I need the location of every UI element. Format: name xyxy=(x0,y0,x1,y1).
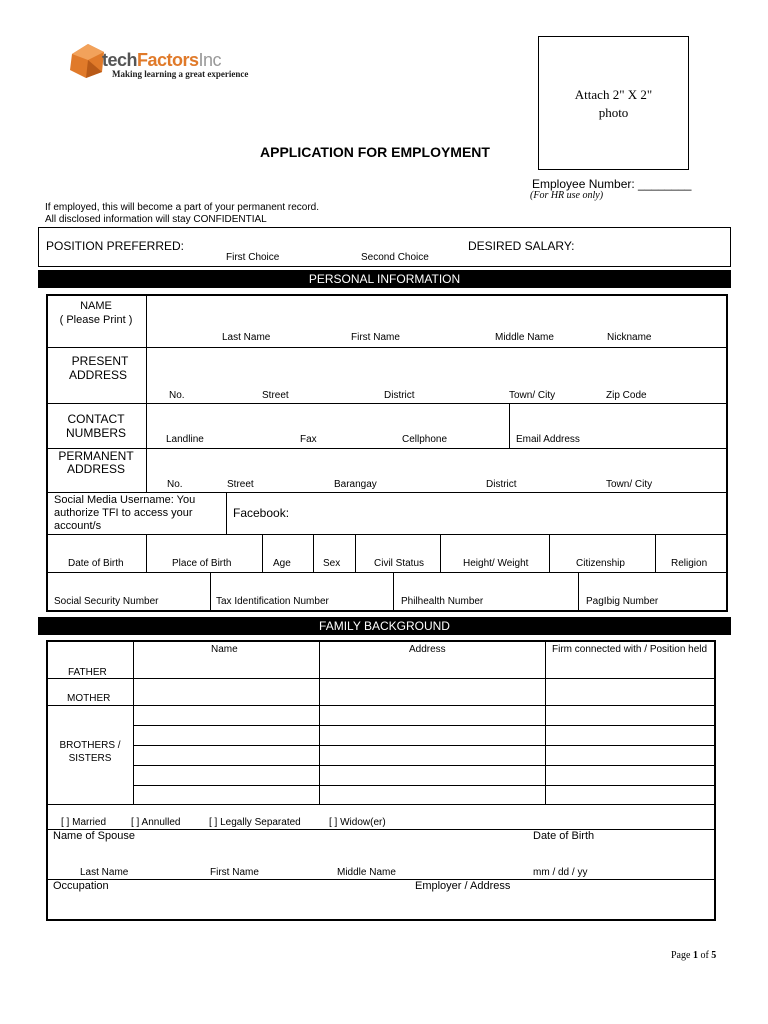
first-name-label: First Name xyxy=(351,332,400,343)
last-name-label: Last Name xyxy=(222,332,271,343)
intro-line2: All disclosed information will stay CONFIDENTIAL xyxy=(45,214,267,225)
status-widow: [ ] Widow(er) xyxy=(329,817,386,828)
permanent-barangay-label: Barangay xyxy=(334,479,377,490)
family-name-col: Name xyxy=(211,644,238,655)
present-town-label: Town/ City xyxy=(509,390,556,401)
employee-number-label: Employee Number: ________ xyxy=(532,177,692,191)
fax-label: Fax xyxy=(300,434,317,445)
mother-label: MOTHER xyxy=(67,693,111,704)
present-zip-label: Zip Code xyxy=(606,390,647,401)
first-choice-label: First Choice xyxy=(226,252,280,263)
pagibig-label: PagIbig Number xyxy=(586,596,659,607)
family-background-header: FAMILY BACKGROUND xyxy=(38,617,731,635)
company-logo xyxy=(68,40,258,90)
page-prefix: Page xyxy=(671,950,693,961)
brand-inc: Inc xyxy=(198,50,222,70)
age-label: Age xyxy=(273,558,291,569)
page-total: 5 xyxy=(711,950,717,961)
name-print-label: ( Please Print ) xyxy=(59,314,133,326)
spouse-last-name: Last Name xyxy=(80,867,129,878)
permanent-address-label-2: ADDRESS xyxy=(66,462,125,476)
social-media-label-3: account/s xyxy=(54,520,102,532)
present-address-label-1: PRESENT xyxy=(71,354,129,368)
page-title: APPLICATION FOR EMPLOYMENT xyxy=(260,144,490,160)
contact-numbers-label-1: CONTACT xyxy=(67,412,125,426)
page-number xyxy=(671,950,716,962)
height-weight-label: Height/ Weight xyxy=(463,558,529,569)
present-district-label: District xyxy=(384,390,415,401)
intro-line1: If employed, this will become a part of your permanent record. xyxy=(45,202,320,213)
landline-label: Landline xyxy=(166,434,204,445)
present-address-label-2: ADDRESS xyxy=(68,368,127,382)
brand-name xyxy=(102,50,221,70)
page-current: 1 xyxy=(692,950,698,961)
permanent-address-label-1: PERMANENT xyxy=(58,449,134,463)
civil-status-label: Civil Status xyxy=(374,558,425,569)
sex-label: Sex xyxy=(323,558,341,569)
status-separated: [ ] Legally Separated xyxy=(209,817,301,828)
religion-label: Religion xyxy=(671,558,708,569)
spouse-first-name: First Name xyxy=(210,867,259,878)
permanent-district-label: District xyxy=(486,479,517,490)
social-media-label-2: authorize TFI to access your xyxy=(54,507,193,519)
tin-label: Tax Identification Number xyxy=(216,596,329,607)
middle-name-label: Middle Name xyxy=(495,332,554,343)
facebook-label: Facebook: xyxy=(233,506,290,520)
name-label: NAME xyxy=(80,300,112,312)
siblings-label-2: SISTERS xyxy=(68,753,112,764)
status-annulled: [ ] Annulled xyxy=(131,817,181,828)
cellphone-label: Cellphone xyxy=(402,434,448,445)
spouse-name-label: Name of Spouse xyxy=(53,830,135,842)
family-address-col: Address xyxy=(409,644,446,655)
present-street-label: Street xyxy=(262,390,289,401)
desired-salary-label: DESIRED SALARY: xyxy=(468,239,575,253)
photo-box xyxy=(538,36,689,170)
brand-tagline: Making learning a great experience xyxy=(112,69,249,79)
page-of: of xyxy=(697,950,712,961)
brand-tech: tech xyxy=(102,50,138,70)
father-label: FATHER xyxy=(68,667,107,678)
brand-factors: Factors xyxy=(137,50,199,70)
photo-label-line1: Attach 2" X 2" xyxy=(574,87,653,102)
family-firm-col: Firm connected with / Position held xyxy=(552,644,708,655)
nickname-label: Nickname xyxy=(607,332,652,343)
present-no-label: No. xyxy=(169,390,185,401)
personal-info-header: PERSONAL INFORMATION xyxy=(38,270,731,288)
siblings-label-1: BROTHERS / xyxy=(59,740,121,751)
spouse-dob-label: Date of Birth xyxy=(533,830,595,842)
sss-label: Social Security Number xyxy=(54,596,159,607)
position-box xyxy=(38,227,731,267)
place-of-birth-label: Place of Birth xyxy=(172,558,232,569)
philhealth-label: Philhealth Number xyxy=(401,596,484,607)
permanent-town-label: Town/ City xyxy=(606,479,653,490)
email-label: Email Address xyxy=(516,434,580,445)
status-married: [ ] Married xyxy=(61,817,107,828)
photo-label-line2: photo xyxy=(598,105,629,120)
contact-numbers-label-2: NUMBERS xyxy=(65,426,126,440)
employer-address-label: Employer / Address xyxy=(415,880,511,892)
hr-use-note: (For HR use only) xyxy=(530,190,604,201)
occupation-label: Occupation xyxy=(53,880,109,892)
permanent-no-label: No. xyxy=(167,479,183,490)
dob-label: Date of Birth xyxy=(68,558,124,569)
position-preferred-label: POSITION PREFERRED: xyxy=(46,239,185,253)
dob-format: mm / dd / yy xyxy=(533,867,588,878)
citizenship-label: Citizenship xyxy=(576,558,625,569)
permanent-street-label: Street xyxy=(227,479,254,490)
second-choice-label: Second Choice xyxy=(361,252,429,263)
spouse-middle-name: Middle Name xyxy=(337,867,396,878)
social-media-label-1: Social Media Username: You xyxy=(54,494,196,506)
